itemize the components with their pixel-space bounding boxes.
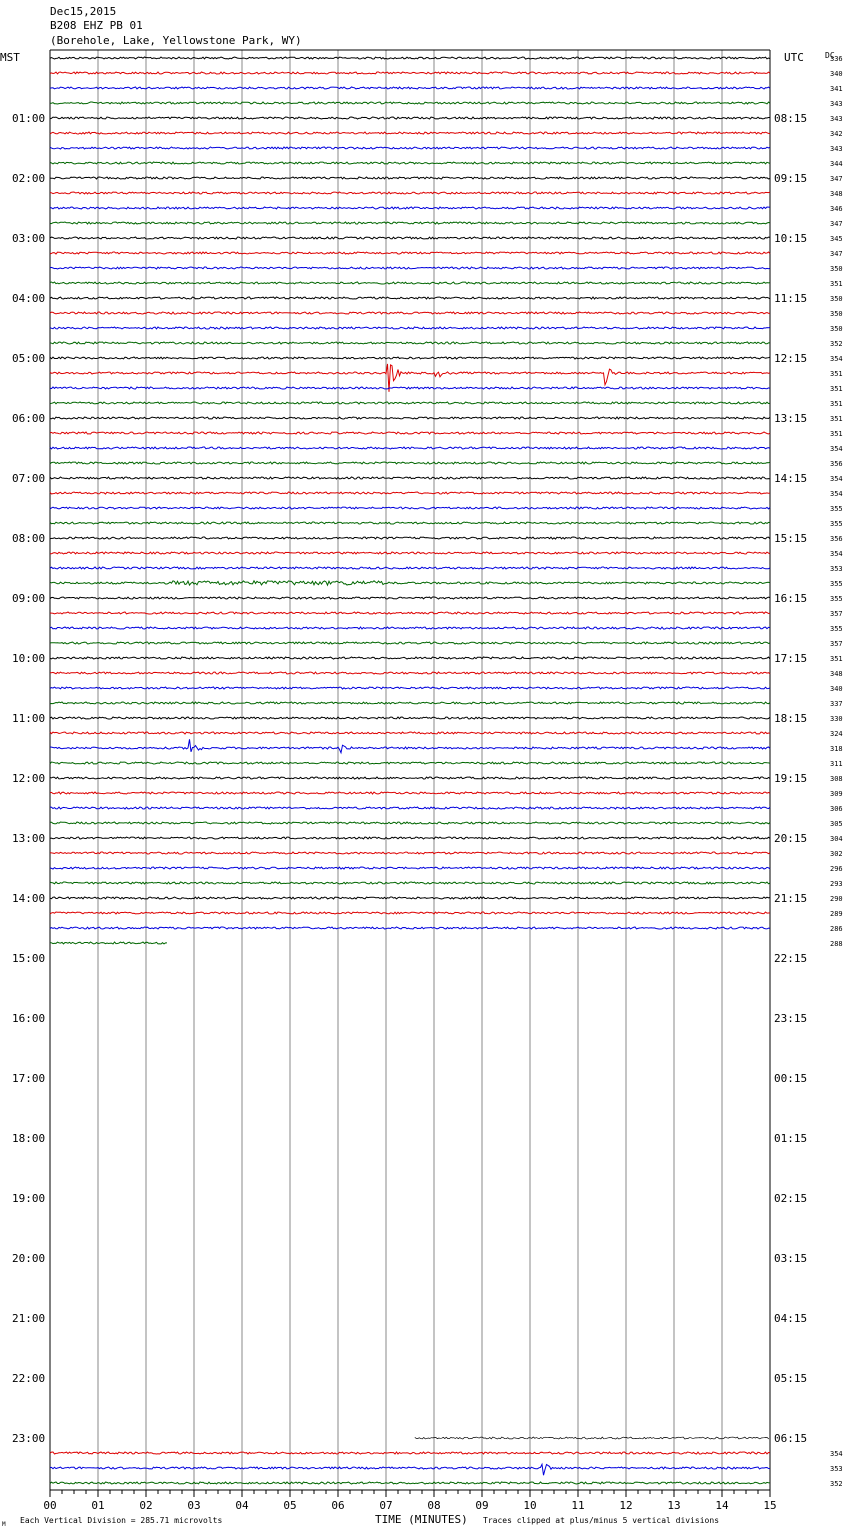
x-tick-label: 02 <box>139 1499 153 1512</box>
dc-offset-value: 347 <box>830 220 843 228</box>
header-station: B208 EHZ PB 01 <box>50 19 143 32</box>
mst-hour-label: 04:00 <box>12 292 46 305</box>
seismic-trace <box>50 739 770 752</box>
seismic-trace <box>50 477 770 479</box>
seismic-trace <box>50 192 770 194</box>
dc-offset-value: 352 <box>830 1480 843 1488</box>
dc-offset-value: 302 <box>830 850 843 858</box>
dc-offset-value: 324 <box>830 730 843 738</box>
utc-hour-label: 19:15 <box>774 772 808 785</box>
seismic-trace <box>50 837 770 839</box>
time-grid <box>50 50 770 1490</box>
seismic-trace <box>50 627 770 629</box>
dc-offset-value: 352 <box>830 340 843 348</box>
dc-offset-value: 354 <box>830 490 843 498</box>
dc-offset-value: 347 <box>830 250 843 258</box>
dc-offset-value: 351 <box>830 280 843 288</box>
seismic-trace <box>50 57 770 59</box>
x-tick-label: 14 <box>715 1499 729 1512</box>
utc-hour-label: 15:15 <box>774 532 808 545</box>
utc-hour-label: 03:15 <box>774 1252 808 1265</box>
seismic-trace <box>50 162 770 164</box>
dc-offset-value: 353 <box>830 1465 843 1473</box>
x-axis-label: TIME (MINUTES) <box>375 1513 468 1526</box>
utc-hour-label: 18:15 <box>774 712 808 725</box>
time-axis <box>43 1490 776 1512</box>
dc-offset-value: 355 <box>830 520 843 528</box>
dc-offset-value: 354 <box>830 1450 843 1458</box>
x-tick-label: 04 <box>235 1499 249 1512</box>
dc-offset-value: 354 <box>830 445 843 453</box>
utc-label: UTC <box>784 51 804 64</box>
dc-offset-value: 351 <box>830 400 843 408</box>
seismic-trace <box>50 537 770 539</box>
dc-offset-value: 350 <box>830 310 843 318</box>
dc-offset-value: 345 <box>830 235 843 243</box>
dc-offset-value: 288 <box>830 940 843 948</box>
dc-offset-value: 348 <box>830 670 843 678</box>
dc-offset-value: 340 <box>830 685 843 693</box>
seismic-trace <box>50 447 770 449</box>
dc-offset-value: 308 <box>830 775 843 783</box>
mst-hour-label: 16:00 <box>12 1012 46 1025</box>
seismic-trace <box>50 72 770 74</box>
dc-offset-value: 318 <box>830 745 843 753</box>
seismic-trace <box>50 612 770 614</box>
seismic-trace <box>415 1437 769 1439</box>
seismic-trace <box>50 1464 770 1475</box>
x-tick-label: 08 <box>427 1499 441 1512</box>
dc-offset-value: 311 <box>830 760 843 768</box>
x-tick-label: 03 <box>187 1499 201 1512</box>
dc-offset-value: 343 <box>830 100 843 108</box>
seismic-trace <box>50 522 770 524</box>
utc-hour-label: 22:15 <box>774 952 808 965</box>
x-tick-label: 11 <box>571 1499 585 1512</box>
x-tick-label: 06 <box>331 1499 345 1512</box>
seismic-trace <box>50 942 167 944</box>
hour-labels <box>12 55 843 1488</box>
mst-hour-label: 19:00 <box>12 1192 46 1205</box>
dc-offset-value: 350 <box>830 265 843 273</box>
x-tick-label: 09 <box>475 1499 489 1512</box>
dc-offset-value: 343 <box>830 115 843 123</box>
utc-hour-label: 05:15 <box>774 1372 808 1385</box>
dc-offset-value: 286 <box>830 925 843 933</box>
mst-hour-label: 05:00 <box>12 352 46 365</box>
dc-offset-value: 340 <box>830 70 843 78</box>
mst-hour-label: 15:00 <box>12 952 46 965</box>
seismic-trace <box>50 342 770 344</box>
seismic-trace <box>50 327 770 329</box>
dc-offset-value: 348 <box>830 190 843 198</box>
dc-offset-value: 344 <box>830 160 843 168</box>
dc-offset-value: 337 <box>830 700 843 708</box>
seismic-trace <box>50 567 770 569</box>
footer-scale: Each Vertical Division = 285.71 microvolts <box>20 1516 223 1525</box>
seismic-trace <box>50 882 770 884</box>
dc-offset-value: 343 <box>830 145 843 153</box>
seismic-trace <box>50 102 770 104</box>
dc-offset-value: 336 <box>830 55 843 63</box>
dc-offset-value: 309 <box>830 790 843 798</box>
dc-offset-value: 305 <box>830 820 843 828</box>
x-tick-label: 12 <box>619 1499 633 1512</box>
mst-label: MST <box>0 51 20 64</box>
seismic-trace <box>50 222 770 224</box>
seismic-trace <box>50 702 770 704</box>
seismic-trace <box>50 852 770 854</box>
seismic-trace <box>50 1482 770 1484</box>
utc-hour-label: 23:15 <box>774 1012 808 1025</box>
dc-offset-value: 290 <box>830 895 843 903</box>
utc-hour-label: 04:15 <box>774 1312 808 1325</box>
mst-hour-label: 10:00 <box>12 652 46 665</box>
dc-offset-value: 351 <box>830 655 843 663</box>
utc-hour-label: 20:15 <box>774 832 808 845</box>
x-tick-label: 15 <box>763 1499 777 1512</box>
mst-hour-label: 13:00 <box>12 832 46 845</box>
dc-offset-value: 351 <box>830 370 843 378</box>
seismic-trace <box>50 252 770 254</box>
utc-hour-label: 08:15 <box>774 112 808 125</box>
seismic-trace <box>50 282 770 284</box>
dc-offset-value: 341 <box>830 85 843 93</box>
dc-offset-value: 293 <box>830 880 843 888</box>
seismic-trace <box>50 822 770 824</box>
dc-offset-value: 351 <box>830 430 843 438</box>
dc-offset-value: 354 <box>830 355 843 363</box>
seismic-trace <box>50 462 770 464</box>
dc-offset-value: 296 <box>830 865 843 873</box>
dc-offset-value: 356 <box>830 460 843 468</box>
seismic-trace <box>50 732 770 734</box>
dc-offset-value: 346 <box>830 205 843 213</box>
seismic-trace <box>50 657 770 659</box>
utc-hour-label: 16:15 <box>774 592 808 605</box>
dc-offset-value: 304 <box>830 835 843 843</box>
x-tick-label: 01 <box>91 1499 105 1512</box>
seismic-trace <box>50 147 770 149</box>
utc-hour-label: 11:15 <box>774 292 808 305</box>
utc-hour-label: 09:15 <box>774 172 808 185</box>
x-tick-label: 07 <box>379 1499 393 1512</box>
header-date: Dec15,2015 <box>50 5 117 18</box>
seismic-trace <box>50 207 770 209</box>
dc-offset-value: 357 <box>830 610 843 618</box>
seismic-trace <box>50 581 770 585</box>
seismic-trace <box>50 597 770 599</box>
utc-hour-label: 00:15 <box>774 1072 808 1085</box>
dc-offset-value: 342 <box>830 130 843 138</box>
mst-hour-label: 20:00 <box>12 1252 46 1265</box>
dc-offset-value: 355 <box>830 595 843 603</box>
dc-offset-value: 347 <box>830 175 843 183</box>
dc-offset-value: 355 <box>830 580 843 588</box>
mst-hour-label: 14:00 <box>12 892 46 905</box>
seismic-trace <box>50 807 770 809</box>
seismic-trace <box>50 297 770 299</box>
seismic-trace <box>50 312 770 314</box>
seismic-trace <box>50 912 770 914</box>
mst-hour-label: 07:00 <box>12 472 46 485</box>
dc-offset-value: 355 <box>830 625 843 633</box>
dc-offset-value: 354 <box>830 550 843 558</box>
corner-mark: M <box>2 1521 6 1528</box>
utc-hour-label: 14:15 <box>774 472 808 485</box>
seismic-trace <box>50 357 770 359</box>
seismic-traces <box>50 57 770 1484</box>
seismic-trace <box>50 87 770 89</box>
dc-offset-value: 357 <box>830 640 843 648</box>
seismic-trace <box>50 117 770 119</box>
dc-offset-value: 354 <box>830 475 843 483</box>
seismic-trace <box>50 402 770 404</box>
mst-hour-label: 21:00 <box>12 1312 46 1325</box>
dc-offset-value: 355 <box>830 505 843 513</box>
seismic-trace <box>50 867 770 869</box>
utc-hour-label: 10:15 <box>774 232 808 245</box>
mst-hour-label: 17:00 <box>12 1072 46 1085</box>
utc-hour-label: 13:15 <box>774 412 808 425</box>
seismic-trace <box>50 642 770 644</box>
footer-clip: Traces clipped at plus/minus 5 vertical divisions <box>483 1516 720 1525</box>
seismic-trace <box>50 1452 770 1454</box>
mst-hour-label: 22:00 <box>12 1372 46 1385</box>
seismic-trace <box>50 387 770 389</box>
mst-hour-label: 09:00 <box>12 592 46 605</box>
mst-hour-label: 06:00 <box>12 412 46 425</box>
seismic-trace <box>50 777 770 779</box>
seismic-trace <box>50 432 770 434</box>
x-tick-label: 10 <box>523 1499 537 1512</box>
seismic-trace <box>50 552 770 554</box>
utc-hour-label: 17:15 <box>774 652 808 665</box>
seismic-trace <box>50 417 770 419</box>
utc-hour-label: 01:15 <box>774 1132 808 1145</box>
x-tick-label: 05 <box>283 1499 297 1512</box>
dc-offset-value: 356 <box>830 535 843 543</box>
seismic-trace <box>50 507 770 509</box>
dc-offset-value: 351 <box>830 385 843 393</box>
mst-hour-label: 11:00 <box>12 712 46 725</box>
seismic-trace <box>50 762 770 764</box>
seismic-trace <box>50 267 770 269</box>
seismic-trace <box>50 717 770 719</box>
x-tick-label: 13 <box>667 1499 681 1512</box>
seismic-trace <box>50 177 770 179</box>
mst-hour-label: 02:00 <box>12 172 46 185</box>
utc-hour-label: 21:15 <box>774 892 808 905</box>
dc-offset-value: 306 <box>830 805 843 813</box>
seismic-trace <box>50 672 770 674</box>
utc-hour-label: 12:15 <box>774 352 808 365</box>
mst-hour-label: 01:00 <box>12 112 46 125</box>
mst-hour-label: 12:00 <box>12 772 46 785</box>
x-tick-label: 00 <box>43 1499 57 1512</box>
dc-offset-value: 330 <box>830 715 843 723</box>
seismic-trace <box>50 237 770 239</box>
seismic-trace <box>50 687 770 689</box>
mst-hour-label: 03:00 <box>12 232 46 245</box>
dc-label: DC <box>825 51 835 60</box>
mst-hour-label: 08:00 <box>12 532 46 545</box>
utc-hour-label: 02:15 <box>774 1192 808 1205</box>
mst-hour-label: 23:00 <box>12 1432 46 1445</box>
mst-hour-label: 18:00 <box>12 1132 46 1145</box>
seismic-trace <box>50 927 770 929</box>
seismic-trace <box>50 897 770 899</box>
header-location: (Borehole, Lake, Yellowstone Park, WY) <box>50 34 302 47</box>
seismic-trace <box>50 792 770 794</box>
dc-offset-value: 351 <box>830 415 843 423</box>
utc-hour-label: 06:15 <box>774 1432 808 1445</box>
seismic-trace <box>50 132 770 134</box>
dc-offset-value: 350 <box>830 295 843 303</box>
dc-offset-value: 289 <box>830 910 843 918</box>
seismic-trace <box>50 492 770 494</box>
dc-offset-value: 353 <box>830 565 843 573</box>
dc-offset-value: 350 <box>830 325 843 333</box>
